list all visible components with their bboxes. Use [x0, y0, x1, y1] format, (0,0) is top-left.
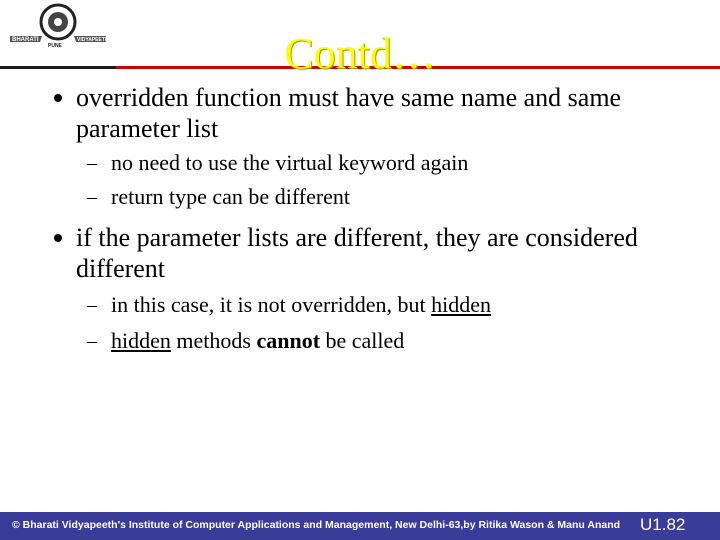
bullet-2 [76, 222, 706, 284]
cannot-emphasis: cannot [256, 328, 321, 353]
sub-bullet-1-1-text: no need to use the virtual keyword again [111, 150, 469, 175]
bullet-dot-icon [54, 234, 62, 242]
logo-bottom-text: PUNE [48, 43, 62, 49]
page-number: U1.82 [640, 515, 686, 534]
bullet-1 [76, 82, 706, 144]
dash-icon: – [87, 152, 97, 174]
logo-right-text: VIDYAPEETH [77, 37, 109, 43]
hidden-term: hidden [111, 328, 171, 353]
sub-bullet-1-1 [87, 150, 691, 176]
dash-icon: – [87, 294, 97, 316]
footer-credit: © Bharati Vidyapeeth's Institute of Computer Applications and Management, New Delhi-63,by Ritika Wason & Manu Anand [12, 519, 621, 531]
sub-bullet-2-1 [87, 292, 691, 318]
footer-bar [0, 512, 720, 540]
sub-bullet-2-2-text: methods [170, 328, 257, 353]
slide-title: Contd… [284, 29, 436, 78]
sub-bullet-2-1-text: in this case, it is not overridden, but [111, 292, 432, 317]
hidden-term: hidden [431, 292, 492, 317]
sub-bullet-2-2-tail: be called [320, 328, 405, 353]
dash-icon: – [87, 186, 97, 208]
sub-bullet-1-2 [87, 184, 691, 210]
sub-bullet-1-2-text: return type can be different [111, 184, 351, 209]
bullet-1-text: overridden function must have same name and same parameter list [76, 83, 622, 143]
bullet-2-text: if the parameter lists are different, they are considered different [76, 223, 638, 283]
bullet-dot-icon [54, 94, 62, 102]
sub-bullet-2-2 [87, 328, 691, 354]
logo-left-text: BHARATI [12, 37, 39, 43]
dash-icon: – [87, 330, 97, 352]
